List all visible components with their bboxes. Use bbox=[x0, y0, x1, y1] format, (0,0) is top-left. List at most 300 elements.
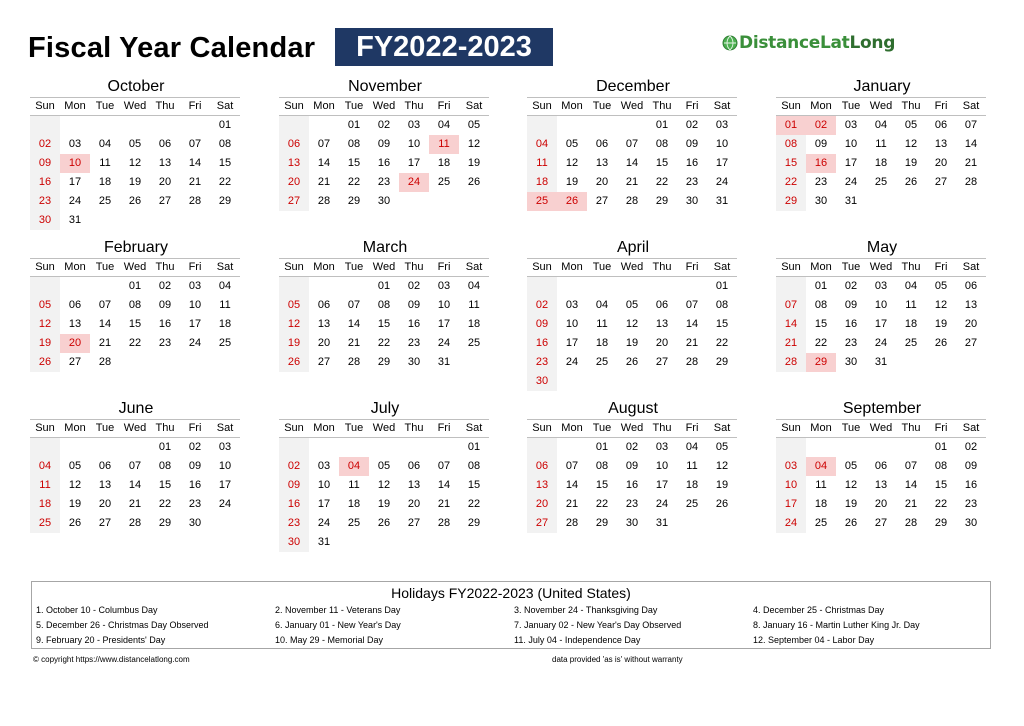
day-cell: 01 bbox=[218, 119, 232, 131]
day-cell: 28 bbox=[317, 195, 331, 207]
weekday-header: Tue bbox=[836, 419, 866, 438]
day-cell: 22 bbox=[377, 337, 391, 349]
distancelatlong-logo[interactable] bbox=[722, 32, 895, 54]
weekday-header: Sun bbox=[527, 419, 557, 438]
day-cell: 19 bbox=[625, 337, 639, 349]
weekday-header: Tue bbox=[339, 419, 369, 438]
holiday-day-cell: 04 bbox=[806, 457, 836, 476]
month-name: October bbox=[107, 78, 165, 95]
day-cell: 14 bbox=[188, 157, 202, 169]
day-cell: 23 bbox=[814, 176, 828, 188]
day-cell: 18 bbox=[814, 498, 828, 510]
day-cell: 29 bbox=[347, 195, 361, 207]
empty-cell bbox=[279, 116, 309, 135]
day-cell: 08 bbox=[377, 299, 391, 311]
weekday-header: Sun bbox=[776, 97, 806, 116]
holiday-item: 6. January 01 - New Year's Day bbox=[275, 620, 401, 630]
holiday-item: 7. January 02 - New Year's Day Observed bbox=[514, 620, 682, 630]
day-cell: 22 bbox=[218, 176, 232, 188]
weekday-header: Mon bbox=[309, 258, 339, 277]
day-cell: 26 bbox=[30, 353, 60, 372]
empty-cell bbox=[150, 116, 180, 135]
day-cell: 16 bbox=[685, 157, 699, 169]
day-cell: 19 bbox=[467, 157, 481, 169]
day-cell: 19 bbox=[128, 176, 142, 188]
day-cell: 09 bbox=[188, 460, 202, 472]
month-grid bbox=[30, 97, 242, 230]
day-cell: 06 bbox=[874, 460, 888, 472]
day-cell: 11 bbox=[30, 476, 60, 495]
day-cell: 08 bbox=[715, 299, 729, 311]
day-cell: 06 bbox=[317, 299, 331, 311]
empty-cell bbox=[776, 277, 806, 296]
day-cell: 12 bbox=[904, 138, 918, 150]
day-cell: 12 bbox=[30, 315, 60, 334]
day-cell: 24 bbox=[188, 337, 202, 349]
month-january bbox=[776, 77, 988, 211]
holiday-day-cell: 04 bbox=[339, 457, 369, 476]
day-cell: 08 bbox=[158, 460, 172, 472]
day-cell: 01 bbox=[158, 441, 172, 453]
day-cell: 01 bbox=[715, 280, 729, 292]
day-cell: 18 bbox=[218, 318, 232, 330]
day-cell: 11 bbox=[219, 299, 231, 311]
empty-cell bbox=[90, 438, 120, 457]
day-cell: 29 bbox=[655, 195, 669, 207]
holiday-item: 8. January 16 - Martin Luther King Jr. Day bbox=[753, 620, 920, 630]
holiday-day-cell: 29 bbox=[806, 353, 836, 372]
day-cell: 25 bbox=[347, 517, 361, 529]
weekday-header: Mon bbox=[557, 258, 587, 277]
day-cell: 17 bbox=[188, 318, 202, 330]
empty-cell bbox=[557, 116, 587, 135]
day-cell: 30 bbox=[814, 195, 828, 207]
month-name: May bbox=[866, 239, 898, 256]
month-march bbox=[279, 238, 491, 372]
day-cell: 15 bbox=[467, 479, 481, 491]
day-cell: 27 bbox=[98, 517, 112, 529]
day-cell: 01 bbox=[128, 280, 142, 292]
day-cell: 19 bbox=[565, 176, 579, 188]
day-cell: 19 bbox=[904, 157, 918, 169]
day-cell: 03 bbox=[317, 460, 331, 472]
empty-cell bbox=[60, 438, 90, 457]
weekday-header: Sat bbox=[210, 97, 240, 116]
day-cell: 13 bbox=[527, 476, 557, 495]
day-cell: 28 bbox=[625, 195, 639, 207]
day-cell: 24 bbox=[317, 517, 331, 529]
empty-cell bbox=[557, 277, 587, 296]
empty-cell bbox=[180, 116, 210, 135]
day-cell: 10 bbox=[437, 299, 451, 311]
day-cell: 17 bbox=[655, 479, 669, 491]
day-cell: 05 bbox=[625, 299, 639, 311]
day-cell: 15 bbox=[655, 157, 669, 169]
day-cell: 14 bbox=[685, 318, 699, 330]
day-cell: 11 bbox=[905, 299, 917, 311]
day-cell: 13 bbox=[158, 157, 172, 169]
day-cell: 02 bbox=[964, 441, 978, 453]
month-name: April bbox=[616, 239, 649, 256]
fiscal-year-badge: FY2022-2023 bbox=[335, 28, 553, 66]
weekday-header: Sat bbox=[707, 258, 737, 277]
copyright-text: © copyright https://www.distancelatlong.com bbox=[33, 655, 190, 664]
day-cell: 30 bbox=[407, 356, 421, 368]
weekday-header: Mon bbox=[60, 97, 90, 116]
day-cell: 04 bbox=[98, 138, 112, 150]
day-cell: 06 bbox=[158, 138, 172, 150]
day-cell: 05 bbox=[934, 280, 948, 292]
month-april bbox=[527, 238, 739, 391]
day-cell: 03 bbox=[776, 457, 806, 476]
day-cell: 17 bbox=[715, 157, 729, 169]
month-september bbox=[776, 399, 988, 533]
day-cell: 16 bbox=[844, 318, 858, 330]
weekday-header: Mon bbox=[806, 97, 836, 116]
day-cell: 16 bbox=[279, 495, 309, 514]
day-cell: 28 bbox=[188, 195, 202, 207]
day-cell: 23 bbox=[30, 192, 60, 211]
day-cell: 06 bbox=[595, 138, 609, 150]
day-cell: 29 bbox=[715, 356, 729, 368]
month-grid bbox=[30, 419, 242, 533]
holiday-day-cell: 25 bbox=[527, 192, 557, 211]
day-cell: 11 bbox=[815, 479, 827, 491]
day-cell: 10 bbox=[317, 479, 331, 491]
day-cell: 12 bbox=[625, 318, 639, 330]
weekday-header: Wed bbox=[617, 419, 647, 438]
day-cell: 13 bbox=[964, 299, 978, 311]
day-cell: 31 bbox=[715, 195, 729, 207]
weekday-header: Fri bbox=[429, 97, 459, 116]
day-cell: 18 bbox=[347, 498, 361, 510]
day-cell: 16 bbox=[188, 479, 202, 491]
day-cell: 06 bbox=[279, 135, 309, 154]
day-cell: 31 bbox=[317, 536, 331, 548]
empty-cell bbox=[836, 438, 866, 457]
holidays-title: Holidays FY2022-2023 (United States) bbox=[391, 585, 631, 601]
logo-text-long: Long bbox=[849, 33, 896, 53]
holiday-day-cell: 11 bbox=[429, 135, 459, 154]
day-cell: 23 bbox=[964, 498, 978, 510]
day-cell: 28 bbox=[437, 517, 451, 529]
weekday-header: Fri bbox=[180, 419, 210, 438]
day-cell: 12 bbox=[934, 299, 948, 311]
day-cell: 19 bbox=[279, 334, 309, 353]
day-cell: 11 bbox=[99, 157, 111, 169]
weekday-header: Fri bbox=[180, 258, 210, 277]
day-cell: 28 bbox=[565, 517, 579, 529]
empty-cell bbox=[339, 438, 369, 457]
weekday-header: Sat bbox=[956, 258, 986, 277]
weekday-header: Sun bbox=[279, 258, 309, 277]
weekday-header: Wed bbox=[369, 419, 399, 438]
day-cell: 15 bbox=[595, 479, 609, 491]
day-cell: 03 bbox=[844, 119, 858, 131]
day-cell: 12 bbox=[377, 479, 391, 491]
day-cell: 24 bbox=[844, 176, 858, 188]
day-cell: 14 bbox=[98, 318, 112, 330]
empty-cell bbox=[90, 277, 120, 296]
day-cell: 23 bbox=[158, 337, 172, 349]
day-cell: 05 bbox=[377, 460, 391, 472]
weekday-header: Fri bbox=[677, 258, 707, 277]
day-cell: 05 bbox=[68, 460, 82, 472]
month-name: November bbox=[348, 78, 422, 95]
day-cell: 09 bbox=[30, 154, 60, 173]
day-cell: 28 bbox=[98, 356, 112, 368]
day-cell: 27 bbox=[279, 192, 309, 211]
day-cell: 17 bbox=[407, 157, 421, 169]
day-cell: 17 bbox=[317, 498, 331, 510]
day-cell: 27 bbox=[655, 356, 669, 368]
day-cell: 31 bbox=[844, 195, 858, 207]
empty-cell bbox=[806, 438, 836, 457]
weekday-header: Wed bbox=[369, 97, 399, 116]
day-cell: 24 bbox=[655, 498, 669, 510]
day-cell: 07 bbox=[625, 138, 639, 150]
day-cell: 07 bbox=[685, 299, 699, 311]
day-cell: 02 bbox=[685, 119, 699, 131]
empty-cell bbox=[279, 277, 309, 296]
day-cell: 28 bbox=[776, 353, 806, 372]
day-cell: 22 bbox=[655, 176, 669, 188]
day-cell: 09 bbox=[407, 299, 421, 311]
day-cell: 14 bbox=[128, 479, 142, 491]
day-cell: 14 bbox=[565, 479, 579, 491]
day-cell: 30 bbox=[844, 356, 858, 368]
day-cell: 29 bbox=[158, 517, 172, 529]
day-cell: 13 bbox=[68, 318, 82, 330]
empty-cell bbox=[90, 116, 120, 135]
weekday-header: Sat bbox=[707, 419, 737, 438]
day-cell: 04 bbox=[904, 280, 918, 292]
day-cell: 22 bbox=[595, 498, 609, 510]
empty-cell bbox=[557, 438, 587, 457]
day-cell: 29 bbox=[776, 192, 806, 211]
day-cell: 25 bbox=[595, 356, 609, 368]
empty-cell bbox=[677, 277, 707, 296]
day-cell: 26 bbox=[715, 498, 729, 510]
day-cell: 22 bbox=[814, 337, 828, 349]
day-cell: 10 bbox=[188, 299, 202, 311]
day-cell: 23 bbox=[625, 498, 639, 510]
day-cell: 17 bbox=[874, 318, 888, 330]
day-cell: 21 bbox=[347, 337, 361, 349]
weekday-header: Mon bbox=[60, 258, 90, 277]
weekday-header: Sat bbox=[210, 258, 240, 277]
holiday-item: 9. February 20 - Presidents' Day bbox=[36, 635, 166, 645]
logo-text-d: D bbox=[739, 33, 753, 53]
day-cell: 09 bbox=[279, 476, 309, 495]
month-july bbox=[279, 399, 491, 552]
day-cell: 02 bbox=[158, 280, 172, 292]
day-cell: 02 bbox=[377, 119, 391, 131]
day-cell: 20 bbox=[407, 498, 421, 510]
weekday-header: Tue bbox=[90, 97, 120, 116]
day-cell: 12 bbox=[565, 157, 579, 169]
day-cell: 03 bbox=[188, 280, 202, 292]
day-cell: 26 bbox=[625, 356, 639, 368]
day-cell: 24 bbox=[776, 514, 806, 533]
weekday-header: Thu bbox=[150, 419, 180, 438]
day-cell: 26 bbox=[904, 176, 918, 188]
weekday-header: Fri bbox=[926, 419, 956, 438]
day-cell: 06 bbox=[407, 460, 421, 472]
empty-cell bbox=[120, 116, 150, 135]
day-cell: 12 bbox=[68, 479, 82, 491]
day-cell: 22 bbox=[776, 173, 806, 192]
day-cell: 23 bbox=[527, 353, 557, 372]
day-cell: 14 bbox=[437, 479, 451, 491]
weekday-header: Thu bbox=[647, 258, 677, 277]
day-cell: 01 bbox=[347, 119, 361, 131]
day-cell: 15 bbox=[128, 318, 142, 330]
month-grid bbox=[527, 258, 739, 391]
empty-cell bbox=[866, 438, 896, 457]
day-cell: 17 bbox=[437, 318, 451, 330]
weekday-header: Wed bbox=[120, 97, 150, 116]
day-cell: 23 bbox=[279, 514, 309, 533]
weekday-header: Thu bbox=[896, 258, 926, 277]
holiday-day-cell: 26 bbox=[557, 192, 587, 211]
weekday-header: Tue bbox=[587, 419, 617, 438]
day-cell: 27 bbox=[595, 195, 609, 207]
day-cell: 19 bbox=[68, 498, 82, 510]
weekday-header: Mon bbox=[557, 419, 587, 438]
weekday-header: Tue bbox=[836, 258, 866, 277]
day-cell: 03 bbox=[218, 441, 232, 453]
day-cell: 03 bbox=[437, 280, 451, 292]
page-title: Fiscal Year Calendar bbox=[28, 32, 316, 64]
day-cell: 09 bbox=[964, 460, 978, 472]
day-cell: 25 bbox=[685, 498, 699, 510]
day-cell: 26 bbox=[279, 353, 309, 372]
day-cell: 02 bbox=[188, 441, 202, 453]
day-cell: 14 bbox=[776, 315, 806, 334]
day-cell: 18 bbox=[98, 176, 112, 188]
weekday-header: Wed bbox=[866, 258, 896, 277]
day-cell: 13 bbox=[317, 318, 331, 330]
day-cell: 20 bbox=[874, 498, 888, 510]
month-october bbox=[30, 77, 242, 230]
day-cell: 11 bbox=[875, 138, 887, 150]
day-cell: 18 bbox=[467, 318, 481, 330]
day-cell: 28 bbox=[347, 356, 361, 368]
day-cell: 16 bbox=[407, 318, 421, 330]
day-cell: 19 bbox=[377, 498, 391, 510]
day-cell: 26 bbox=[128, 195, 142, 207]
month-grid bbox=[776, 419, 988, 533]
day-cell: 01 bbox=[595, 441, 609, 453]
day-cell: 17 bbox=[218, 479, 232, 491]
holiday-item: 4. December 25 - Christmas Day bbox=[753, 605, 885, 615]
day-cell: 26 bbox=[844, 517, 858, 529]
holiday-day-cell: 20 bbox=[60, 334, 90, 353]
day-cell: 09 bbox=[685, 138, 699, 150]
holidays-list bbox=[32, 603, 990, 648]
day-cell: 27 bbox=[934, 176, 948, 188]
weekday-header: Sat bbox=[459, 258, 489, 277]
day-cell: 07 bbox=[904, 460, 918, 472]
day-cell: 13 bbox=[934, 138, 948, 150]
day-cell: 11 bbox=[686, 460, 698, 472]
day-cell: 05 bbox=[715, 441, 729, 453]
day-cell: 07 bbox=[98, 299, 112, 311]
day-cell: 07 bbox=[437, 460, 451, 472]
day-cell: 26 bbox=[68, 517, 82, 529]
day-cell: 28 bbox=[964, 176, 978, 188]
month-february bbox=[30, 238, 242, 372]
day-cell: 27 bbox=[407, 517, 421, 529]
day-cell: 30 bbox=[527, 372, 557, 391]
holiday-item: 11. July 04 - Independence Day bbox=[514, 635, 641, 645]
day-cell: 22 bbox=[128, 337, 142, 349]
day-cell: 22 bbox=[158, 498, 172, 510]
month-november bbox=[279, 77, 491, 211]
day-cell: 16 bbox=[158, 318, 172, 330]
month-name: July bbox=[370, 400, 400, 417]
day-cell: 03 bbox=[565, 299, 579, 311]
weekday-header: Sat bbox=[956, 97, 986, 116]
month-name: March bbox=[362, 239, 408, 256]
empty-cell bbox=[399, 438, 429, 457]
day-cell: 30 bbox=[625, 517, 639, 529]
weekday-header: Sat bbox=[210, 419, 240, 438]
day-cell: 17 bbox=[68, 176, 82, 188]
empty-cell bbox=[339, 277, 369, 296]
day-cell: 18 bbox=[685, 479, 699, 491]
day-cell: 05 bbox=[279, 296, 309, 315]
day-cell: 10 bbox=[218, 460, 232, 472]
day-cell: 21 bbox=[625, 176, 639, 188]
empty-cell bbox=[279, 438, 309, 457]
empty-cell bbox=[527, 438, 557, 457]
weekday-header: Fri bbox=[926, 258, 956, 277]
day-cell: 30 bbox=[685, 195, 699, 207]
day-cell: 18 bbox=[904, 318, 918, 330]
weekday-header: Sat bbox=[459, 419, 489, 438]
weekday-header: Fri bbox=[677, 97, 707, 116]
empty-cell bbox=[896, 438, 926, 457]
weekday-header: Wed bbox=[120, 419, 150, 438]
weekday-header: Tue bbox=[90, 419, 120, 438]
day-cell: 09 bbox=[377, 138, 391, 150]
empty-cell bbox=[30, 438, 60, 457]
holiday-item: 10. May 29 - Memorial Day bbox=[275, 635, 384, 645]
day-cell: 21 bbox=[964, 157, 978, 169]
empty-cell bbox=[120, 438, 150, 457]
day-cell: 05 bbox=[844, 460, 858, 472]
empty-cell bbox=[309, 438, 339, 457]
day-cell: 07 bbox=[128, 460, 142, 472]
weekday-header: Sun bbox=[527, 258, 557, 277]
day-cell: 04 bbox=[467, 280, 481, 292]
day-cell: 08 bbox=[218, 138, 232, 150]
day-cell: 08 bbox=[814, 299, 828, 311]
day-cell: 01 bbox=[467, 441, 481, 453]
empty-cell bbox=[527, 277, 557, 296]
holiday-day-cell: 24 bbox=[399, 173, 429, 192]
empty-cell bbox=[369, 438, 399, 457]
weekday-header: Sat bbox=[707, 97, 737, 116]
day-cell: 20 bbox=[279, 173, 309, 192]
weekday-header: Fri bbox=[926, 97, 956, 116]
day-cell: 03 bbox=[874, 280, 888, 292]
day-cell: 30 bbox=[188, 517, 202, 529]
day-cell: 14 bbox=[625, 157, 639, 169]
day-cell: 02 bbox=[527, 296, 557, 315]
